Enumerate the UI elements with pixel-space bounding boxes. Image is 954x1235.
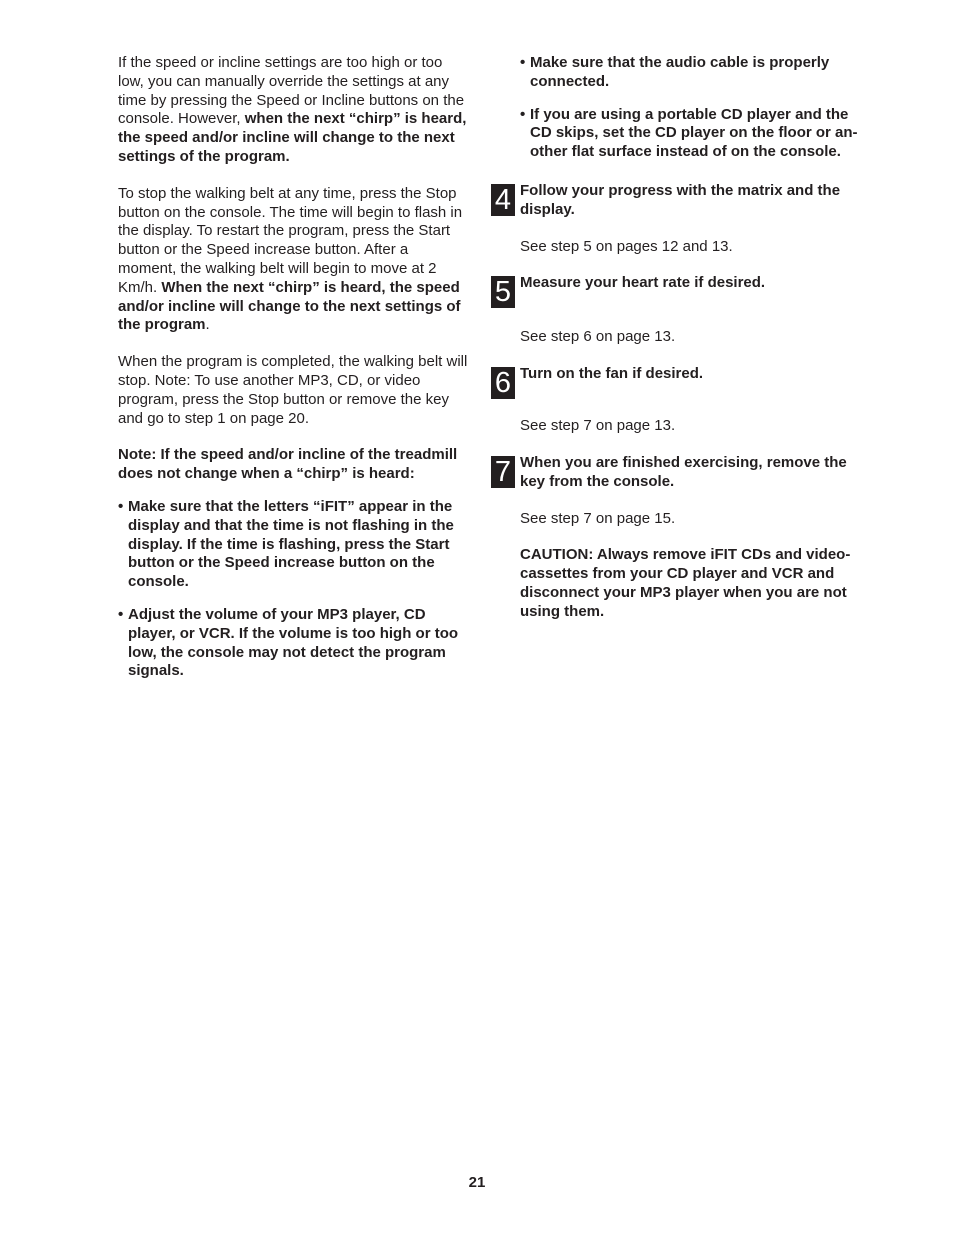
bullet-dot: •: [520, 54, 526, 71]
bullet-dot: •: [118, 497, 124, 515]
bullet-audio-cable: [491, 54, 871, 92]
step-reference: See step 7 on page 13.: [520, 417, 676, 435]
left-column: [118, 54, 470, 681]
bullet-dot: •: [520, 105, 526, 123]
step-6: [491, 365, 871, 399]
override-text: If the speed or incline settings are too high or too low, you can manually override the settings at any time by pressing the Speed or Incline buttons on the console. However,: [118, 54, 465, 128]
bullet-dot: •: [118, 605, 124, 623]
bullet-text: Make sure that the letters “iFIT” appear in the display and that the time is not flashing in the display. If the time is flashing, press the Start button or the Speed increase button on the console.: [128, 497, 454, 591]
step-title: Follow your progress with the matrix and the display.: [520, 181, 841, 218]
bullet-text: Adjust the volume of your MP3 player, CD player, or VCR. If the volume is too high or too low, the console may not detect the program signals.: [128, 605, 459, 680]
step-title: Measure your heart rate if desired.: [520, 274, 766, 292]
step-title: Turn on the fan if desired.: [520, 365, 704, 383]
step-title: When you are finished exercising, remove the key from the console.: [520, 453, 847, 490]
override-bold-text: when the next “chirp” is heard, the speed and/or incline will change to the next settings of the program.: [118, 110, 467, 165]
step-number-badge: 7: [491, 456, 515, 488]
step-number-badge: 5: [491, 276, 515, 308]
step-4: [491, 182, 871, 220]
step-reference: See step 7 on page 15.: [520, 509, 676, 527]
step-7: [491, 454, 871, 492]
stop-text: To stop the walking belt at any time, press the Stop button on the console. The time will begin to flash in the display. To restart the program, press the Start button or the Speed increase button. After a moment, the walking belt will begin to move at 2 Km/h.: [118, 184, 463, 296]
step-number-badge: 6: [491, 367, 515, 399]
bullet-cd-skips: [491, 106, 871, 162]
step-number-badge: 4: [491, 184, 515, 216]
step-5: [491, 274, 871, 308]
paragraph-override: [118, 54, 470, 167]
paragraph-completed: When the program is completed, the walking belt will stop. Note: To use another MP3, CD, or video program, press the Stop button or remove the key and go to step 1 on page 20.: [118, 353, 468, 427]
bullet-volume: [118, 606, 470, 681]
note-heading: Note: If the speed and/or incline of the treadmill does not change when a “chirp” is heard:: [118, 446, 458, 483]
bullet-text: Make sure that the audio cable is properly connected.: [530, 54, 830, 90]
paragraph-stop: [118, 185, 470, 335]
page-number: 21: [468, 1174, 486, 1191]
step-reference: See step 5 on pages 12 and 13.: [520, 237, 733, 255]
stop-bold-text: When the next “chirp” is heard, the speed and/or incline will change to the next settings of the program: [118, 278, 461, 334]
bullet-text: If you are using a portable CD player and the CD skips, set the CD player on the floor or an-other flat surface instead of on the console.: [530, 105, 858, 161]
caution-text: CAUTION: Always remove iFIT CDs and video-cassettes from your CD player and VCR and disconnect your MP3 player when you are not using them.: [520, 546, 851, 620]
step-reference: See step 6 on page 13.: [520, 328, 676, 346]
bullet-ifit: [118, 498, 470, 592]
stop-end-text: .: [205, 316, 210, 334]
right-column: [491, 54, 871, 622]
